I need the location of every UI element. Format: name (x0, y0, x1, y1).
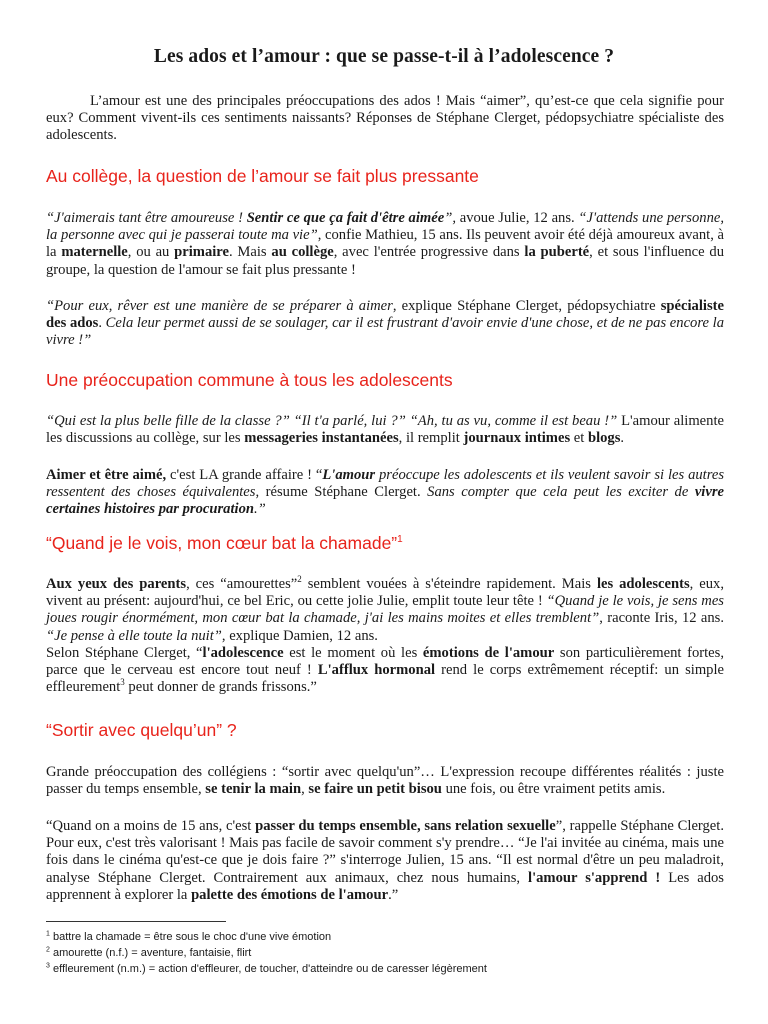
quote-iris: “Quand je le vois, je sens mes joues rougir énormément, mon cœur bat la chamade, j'ai les mains moites et elles tremblent” (46, 593, 724, 627)
bold-text: messageries instantanées (244, 430, 399, 447)
quote-clerget-2: Cela leur permet aussi de se soulager, car il est frustrant d'avoir envie d'une chose, et de ne pas encore la vivre !” (46, 315, 725, 349)
bold-text: primaire (174, 244, 229, 261)
intro-text: L’amour est une des principales préoccupations des ados ! Mais “aimer”, qu’est-ce que cela signifie pour eux? Comment vivent-ils ces sentiments naissants? Réponses de Stéphane Clerget, pédopsychiatre spécialiste des adolescents. (46, 93, 724, 144)
footnote-text: battre la chamade = être sous le choc d'une vive émotion (52, 931, 332, 943)
bold-text: L'afflux hormonal (317, 662, 436, 679)
text: avoue Julie, 12 ans. (459, 210, 579, 226)
text: . (620, 430, 625, 447)
quote-julie-end: ”, (444, 210, 460, 226)
bold-text: journaux intimes (463, 430, 571, 447)
text: , et sous l'influence du groupe, la question de l'amour se fait plus pressante ! (46, 244, 724, 278)
bold-text: au collège (271, 244, 334, 261)
quotes-classroom: “Qui est la plus belle fille de la classe ?” “Il t'a parlé, lui ?” “Ah, tu as vu, comme il est beau !” (46, 413, 618, 429)
bold-text: les adolescents (596, 576, 690, 592)
italic-text: .” (254, 501, 266, 518)
text: , il remplit (398, 430, 464, 447)
text: et (570, 430, 588, 447)
bold-text: blogs (587, 430, 621, 447)
bold-text: émotions de l'amour (422, 644, 555, 661)
text: peut donner de grands frissons.” (124, 679, 317, 696)
text: rend le corps extrêmement réceptif: un simple effleurement (46, 662, 725, 696)
text: , raconte Iris, 12 ans. (599, 610, 724, 627)
bold-text: passer du temps ensemble, sans relation sexuelle (255, 818, 556, 834)
footnote-3 (46, 962, 724, 977)
bold-text: se faire un petit bisou (308, 781, 442, 798)
bold-text: spécialiste des ados (46, 298, 724, 332)
footnote-divider (46, 921, 226, 922)
section-sortir-paragraph-1 (46, 764, 724, 798)
section-heading-sortir: “Sortir avec quelqu’un” ? (46, 720, 237, 740)
section-heading-college: Au collège, la question de l’amour se fait plus pressante (46, 166, 479, 186)
text: , eux, vivent au présent: aujourd'hui, ce bel Eric, ou cette jolie Julie, emplit toute leur tête ! (46, 576, 724, 610)
footnote-number: 3 (46, 962, 50, 970)
section-college-paragraph-2 (46, 298, 724, 350)
quote-damien: “Je pense à elle toute la nuit” (46, 627, 222, 644)
section-preoccupation-paragraph-2 (46, 467, 724, 519)
bold-text: l'amour s'apprend ! (528, 869, 661, 886)
bold-italic-text: vivre certaines histoires par procuration (46, 484, 724, 518)
text: semblent vouées à s'éteindre rapidement. Mais (301, 576, 597, 592)
text: son particulièrement fortes, parce que le cerveau est encore tout neuf ! (46, 644, 724, 679)
footnote-number: 2 (46, 946, 50, 954)
footnote-2 (46, 946, 724, 961)
text: , ces “amourettes” (186, 576, 298, 592)
text: une fois, ou être vraiment petits amis. (441, 781, 666, 798)
italic-text: Sans compter que cela peut les exciter de (427, 484, 695, 501)
text: “Quand on a moins de 15 ans, c'est (46, 818, 256, 834)
italic-text: préoccupe les adolescents et ils veulent savoir si les autres ressentent des choses équivalentes (46, 467, 725, 501)
intro-paragraph (46, 93, 724, 145)
quote-julie-bold: Sentir ce que ça fait d'être aimée (246, 210, 445, 226)
section-heading-chamade (46, 533, 403, 554)
section-sortir-paragraph-2 (46, 818, 724, 904)
text: , ou au (127, 244, 175, 261)
bold-text: se tenir la main (205, 781, 302, 798)
page-title: Les ados et l’amour : que se passe-t-il à l’adolescence ? (153, 46, 615, 67)
footnote-number: 1 (46, 930, 50, 938)
footnote-text: effleurement (n.m.) = action d'effleurer, de toucher, d'atteindre ou de caresser légèrement (52, 963, 487, 975)
text: c'est LA grande affaire ! “ (166, 467, 323, 483)
text: , (301, 781, 309, 798)
text: , explique Damien, 12 ans. (221, 627, 378, 644)
text: , confie Mathieu, 15 ans. Ils peuvent avoir été déjà amoureux avant, à la (46, 227, 724, 261)
text: est le moment où les (283, 644, 423, 661)
section-heading-preoccupation: Une préoccupation commune à tous les adolescents (46, 370, 453, 390)
footnote-ref-2: 2 (297, 574, 302, 585)
footnote-ref-3: 3 (120, 677, 125, 688)
text: Selon Stéphane Clerget, “ (46, 644, 203, 661)
quote-clerget: “Pour eux, rêver est une manière de se préparer à aimer (46, 298, 393, 314)
heading-text: “Quand je le vois, mon cœur bat la chamade” (46, 533, 398, 553)
section-college-paragraph-1 (46, 210, 724, 279)
text: . (98, 315, 106, 332)
text: .” (388, 886, 399, 903)
text: , résume Stéphane Clerget. (255, 484, 428, 501)
footnote-ref-1: 1 (397, 534, 403, 546)
text: , avec l'entrée progressive dans (333, 244, 525, 261)
quote-mathieu: “J'attends une personne, la personne avec qui je passerai toute ma vie” (46, 210, 724, 244)
quote-julie: “J'aimerais tant être amoureuse ! (46, 210, 247, 226)
bold-text: l'adolescence (202, 644, 284, 661)
bold-italic-text: L'amour (322, 467, 376, 483)
text: ”, rappelle Stéphane Clerget. Pour eux, c'est très valorisant ! Mais pas facile de savoir comment s'y prendre… “Je l'ai invitée au cinéma, mais une fois dans le cinéma qu'est-ce que je dois faire ?” s'interroge Julien, 15 ans. “Il est normal d'être un peu maladroit, analyse Stéphane Clerget. Contrairement aux animaux, chez nous humains, (46, 818, 724, 886)
text: . Mais (229, 244, 272, 261)
section-chamade-paragraph-1 (46, 576, 724, 696)
section-preoccupation-paragraph-1 (46, 413, 724, 447)
bold-text: Aimer et être aimé, (46, 467, 167, 483)
footnote-text: amourette (n.f.) = aventure, fantaisie, flirt (52, 947, 252, 959)
text: Grande préoccupation des collégiens : “sortir avec quelqu'un”… L'expression recoupe différentes réalités : juste passer du temps ensemble, (46, 764, 724, 798)
text: , explique Stéphane Clerget, pédopsychiatre (392, 298, 661, 314)
text: Les ados apprennent à explorer la (46, 869, 724, 903)
bold-text: palette des émotions de l'amour (191, 886, 389, 903)
bold-text: la puberté (524, 244, 590, 261)
footnote-1 (46, 930, 724, 945)
bold-text: Aux yeux des parents (46, 576, 187, 592)
text: L'amour alimente les discussions au collège, sur les (46, 413, 724, 447)
bold-text: maternelle (61, 244, 128, 261)
